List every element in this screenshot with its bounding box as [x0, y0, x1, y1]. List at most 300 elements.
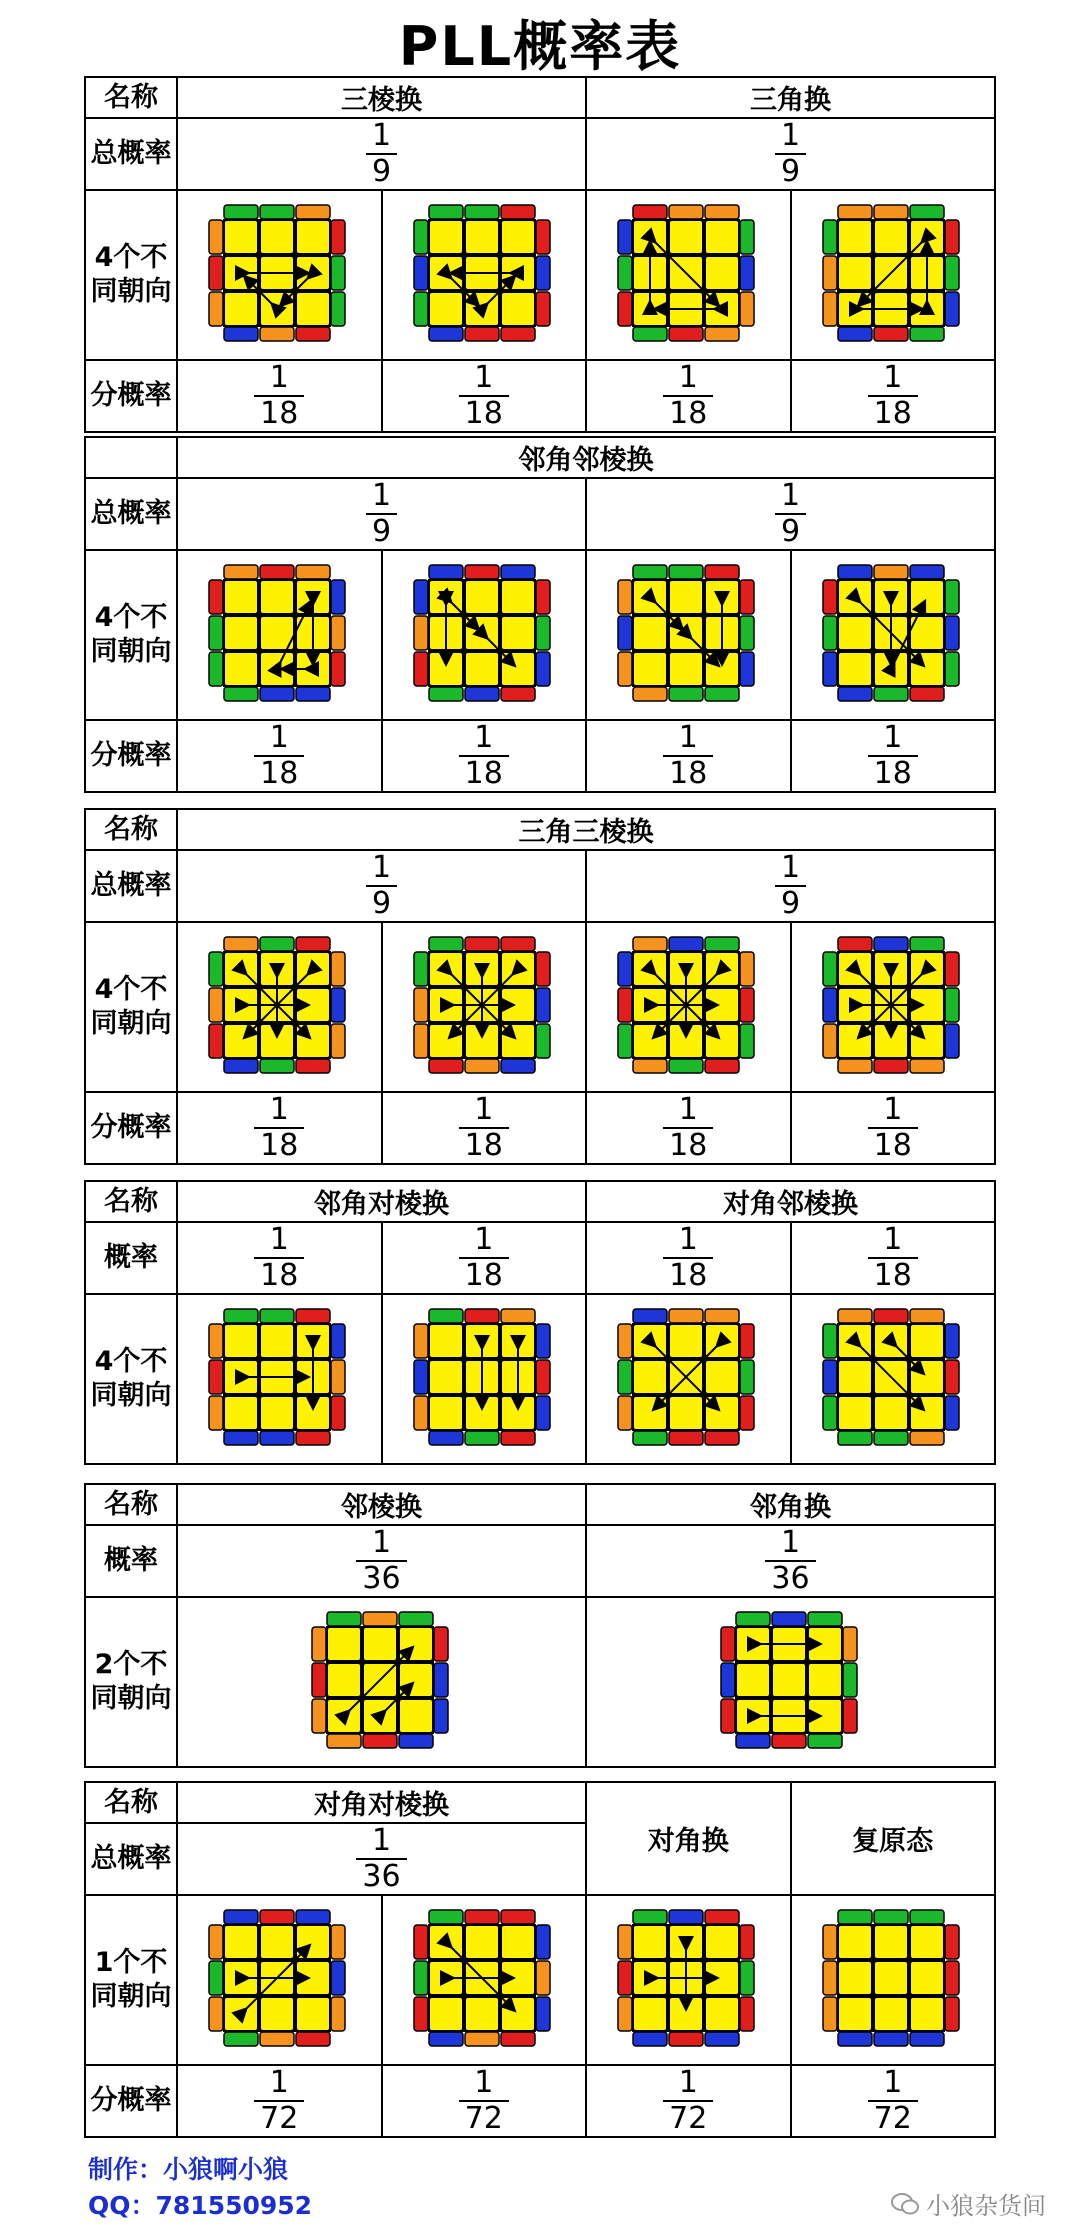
side-sticker	[501, 937, 535, 951]
top-sticker	[706, 1361, 738, 1393]
side-sticker	[874, 1431, 908, 1445]
section-adj-corner-opp-edge	[84, 1180, 996, 1465]
side-sticker	[296, 937, 330, 951]
top-sticker	[670, 221, 702, 253]
side-sticker	[414, 1961, 428, 1995]
name-adj-corner-adj-edge: 邻角邻棱换	[177, 437, 995, 478]
side-sticker	[224, 2032, 258, 2046]
side-sticker	[296, 2032, 330, 2046]
total-prob: $\frac{1}{9}$	[586, 850, 995, 922]
side-sticker	[414, 952, 428, 986]
top-sticker	[670, 1397, 702, 1429]
side-sticker	[429, 937, 463, 951]
side-sticker	[260, 1309, 294, 1323]
side-sticker	[823, 1396, 837, 1430]
prob: $\frac{1}{18}$	[382, 1222, 587, 1294]
top-sticker	[328, 1628, 360, 1660]
cube-cell	[586, 550, 791, 720]
label-sub-prob: 分概率	[85, 720, 177, 792]
top-sticker	[225, 653, 257, 685]
cube-cell	[586, 190, 791, 360]
sub-prob: $\frac{1}{18}$	[586, 720, 791, 792]
prob: $\frac{1}{18}$	[177, 1222, 382, 1294]
side-sticker	[705, 327, 739, 341]
side-sticker	[633, 687, 667, 701]
cube-cell	[791, 922, 996, 1092]
side-sticker	[669, 1910, 703, 1924]
sub-prob: $\frac{1}{18}$	[177, 1092, 382, 1164]
prob: $\frac{1}{36}$	[586, 1525, 995, 1597]
side-sticker	[331, 652, 345, 686]
cube-cell	[382, 550, 587, 720]
label-orient: 2个不同朝向	[85, 1597, 177, 1767]
label-sub-prob: 分概率	[85, 360, 177, 432]
top-sticker	[328, 1664, 360, 1696]
sub-prob: $\frac{1}{18}$	[791, 720, 996, 792]
side-sticker	[910, 205, 944, 219]
side-sticker	[618, 1324, 632, 1358]
side-sticker	[536, 1360, 550, 1394]
side-sticker	[331, 1360, 345, 1394]
side-sticker	[843, 1663, 857, 1697]
cube-cell	[586, 1597, 995, 1767]
side-sticker	[209, 652, 223, 686]
cube-diagram	[199, 1299, 359, 1459]
side-sticker	[945, 952, 959, 986]
top-sticker	[430, 293, 462, 325]
side-sticker	[838, 1910, 872, 1924]
side-sticker	[331, 1997, 345, 2031]
side-sticker	[224, 1059, 258, 1073]
top-sticker	[875, 1962, 907, 1994]
side-sticker	[501, 2032, 535, 2046]
side-sticker	[209, 1925, 223, 1959]
side-sticker	[260, 2032, 294, 2046]
side-sticker	[740, 1925, 754, 1959]
side-sticker	[705, 205, 739, 219]
label-total-prob: 总概率	[85, 118, 177, 190]
cube-cell	[177, 922, 382, 1092]
top-sticker	[502, 221, 534, 253]
side-sticker	[224, 1910, 258, 1924]
side-sticker	[209, 1396, 223, 1430]
side-sticker	[910, 1059, 944, 1073]
side-sticker	[260, 937, 294, 951]
side-sticker	[536, 988, 550, 1022]
label-sub-prob: 分概率	[85, 1092, 177, 1164]
label-total-prob: 总概率	[85, 1823, 177, 1895]
side-sticker	[465, 327, 499, 341]
top-sticker	[430, 1397, 462, 1429]
side-sticker	[312, 1699, 326, 1733]
side-sticker	[465, 1910, 499, 1924]
cube-cell	[177, 190, 382, 360]
name-corner-3cycle: 三角换	[586, 77, 995, 118]
side-sticker	[260, 327, 294, 341]
cube-cell	[382, 1294, 587, 1464]
side-sticker	[618, 1360, 632, 1394]
side-sticker	[224, 937, 258, 951]
label-name: 名称	[85, 809, 177, 850]
side-sticker	[331, 616, 345, 650]
side-sticker	[465, 687, 499, 701]
side-sticker	[740, 220, 754, 254]
side-sticker	[910, 1910, 944, 1924]
side-sticker	[414, 616, 428, 650]
side-sticker	[331, 580, 345, 614]
side-sticker	[536, 1925, 550, 1959]
top-sticker	[911, 617, 943, 649]
label-empty	[85, 437, 177, 478]
top-sticker	[839, 221, 871, 253]
side-sticker	[945, 1360, 959, 1394]
side-sticker	[501, 565, 535, 579]
side-sticker	[838, 205, 872, 219]
top-sticker	[297, 1998, 329, 2030]
sub-prob: $\frac{1}{72}$	[177, 2065, 382, 2137]
side-sticker	[823, 580, 837, 614]
cube-diagram	[608, 927, 768, 1087]
top-sticker	[430, 221, 462, 253]
top-sticker	[839, 1361, 871, 1393]
side-sticker	[945, 220, 959, 254]
side-sticker	[910, 1309, 944, 1323]
side-sticker	[633, 937, 667, 951]
side-sticker	[874, 2032, 908, 2046]
side-sticker	[296, 565, 330, 579]
side-sticker	[501, 1910, 535, 1924]
name-3corner-3edge: 三角三棱换	[177, 809, 995, 850]
side-sticker	[874, 565, 908, 579]
side-sticker	[429, 205, 463, 219]
side-sticker	[414, 1925, 428, 1959]
side-sticker	[669, 1059, 703, 1073]
section-adj-corner-adj-edge	[84, 436, 996, 793]
top-sticker	[634, 1998, 666, 2030]
label-name: 名称	[85, 77, 177, 118]
section-corner-edge-3cycle	[84, 76, 996, 433]
side-sticker	[618, 616, 632, 650]
top-sticker	[225, 293, 257, 325]
side-sticker	[740, 952, 754, 986]
side-sticker	[296, 1059, 330, 1073]
side-sticker	[209, 1024, 223, 1058]
cube-diagram	[813, 555, 973, 715]
side-sticker	[945, 1024, 959, 1058]
side-sticker	[209, 292, 223, 326]
side-sticker	[618, 988, 632, 1022]
side-sticker	[740, 1997, 754, 2031]
total-prob: $\frac{1}{9}$	[177, 850, 586, 922]
side-sticker	[260, 1059, 294, 1073]
side-sticker	[736, 1612, 770, 1626]
cube-diagram	[813, 195, 973, 355]
side-sticker	[823, 1997, 837, 2031]
side-sticker	[501, 687, 535, 701]
cube-diagram	[608, 555, 768, 715]
label-sub-prob: 分概率	[85, 2065, 177, 2137]
top-sticker	[430, 1361, 462, 1393]
cube-diagram	[199, 195, 359, 355]
side-sticker	[536, 952, 550, 986]
side-sticker	[224, 687, 258, 701]
side-sticker	[434, 1699, 448, 1733]
side-sticker	[669, 1309, 703, 1323]
side-sticker	[414, 292, 428, 326]
side-sticker	[740, 580, 754, 614]
label-prob: 概率	[85, 1525, 177, 1597]
side-sticker	[429, 565, 463, 579]
cube-cell	[382, 190, 587, 360]
top-sticker	[809, 1664, 841, 1696]
side-sticker	[838, 1309, 872, 1323]
side-sticker	[945, 1925, 959, 1959]
top-sticker	[466, 221, 498, 253]
side-sticker	[399, 1734, 433, 1748]
side-sticker	[414, 988, 428, 1022]
cube-diagram	[302, 1602, 462, 1762]
cube-diagram	[813, 927, 973, 1087]
side-sticker	[434, 1627, 448, 1661]
sub-prob: $\frac{1}{18}$	[586, 360, 791, 432]
side-sticker	[465, 937, 499, 951]
side-sticker	[669, 687, 703, 701]
side-sticker	[945, 988, 959, 1022]
side-sticker	[823, 652, 837, 686]
top-sticker	[875, 1998, 907, 2030]
side-sticker	[465, 1431, 499, 1445]
top-sticker	[839, 257, 871, 289]
side-sticker	[910, 2032, 944, 2046]
side-sticker	[705, 687, 739, 701]
side-sticker	[823, 1024, 837, 1058]
sub-prob: $\frac{1}{18}$	[791, 360, 996, 432]
side-sticker	[705, 1431, 739, 1445]
watermark-text: 小狼杂货间	[926, 2192, 1046, 2220]
side-sticker	[224, 1431, 258, 1445]
side-sticker	[618, 1396, 632, 1430]
side-sticker	[705, 1309, 739, 1323]
top-sticker	[261, 581, 293, 613]
side-sticker	[331, 1324, 345, 1358]
label-total-prob: 总概率	[85, 850, 177, 922]
top-sticker	[839, 653, 871, 685]
name-opp-corner-swap: 对角换	[586, 1782, 791, 1895]
cube-diagram	[404, 195, 564, 355]
side-sticker	[669, 1431, 703, 1445]
side-sticker	[465, 1309, 499, 1323]
side-sticker	[414, 1997, 428, 2031]
name-adj-corner-opp-edge: 邻角对棱换	[177, 1181, 586, 1222]
side-sticker	[465, 1059, 499, 1073]
side-sticker	[434, 1663, 448, 1697]
top-sticker	[634, 1926, 666, 1958]
top-sticker	[502, 293, 534, 325]
side-sticker	[838, 1431, 872, 1445]
cube-cell	[791, 1895, 996, 2065]
side-sticker	[618, 292, 632, 326]
side-sticker	[296, 327, 330, 341]
sub-prob: $\frac{1}{18}$	[382, 1092, 587, 1164]
prob: $\frac{1}{36}$	[177, 1525, 586, 1597]
cube-cell	[177, 1597, 586, 1767]
side-sticker	[618, 1997, 632, 2031]
side-sticker	[633, 1431, 667, 1445]
name-solved: 复原态	[791, 1782, 996, 1895]
side-sticker	[823, 1961, 837, 1995]
side-sticker	[633, 1309, 667, 1323]
side-sticker	[224, 205, 258, 219]
side-sticker	[501, 1059, 535, 1073]
sub-prob: $\frac{1}{18}$	[791, 1092, 996, 1164]
name-adj-corner-swap: 邻角换	[586, 1484, 995, 1525]
top-sticker	[225, 617, 257, 649]
side-sticker	[838, 1059, 872, 1073]
side-sticker	[260, 1910, 294, 1924]
side-sticker	[536, 256, 550, 290]
side-sticker	[705, 1059, 739, 1073]
side-sticker	[874, 687, 908, 701]
side-sticker	[823, 256, 837, 290]
cube-diagram	[608, 1900, 768, 2060]
cube-cell	[586, 1895, 791, 2065]
cube-diagram	[813, 1299, 973, 1459]
side-sticker	[209, 952, 223, 986]
side-sticker	[331, 1925, 345, 1959]
total-prob: $\frac{1}{9}$	[177, 478, 586, 550]
side-sticker	[838, 687, 872, 701]
cube-cell	[177, 1294, 382, 1464]
top-sticker	[225, 1325, 257, 1357]
side-sticker	[224, 565, 258, 579]
side-sticker	[633, 1910, 667, 1924]
side-sticker	[536, 1024, 550, 1058]
side-sticker	[772, 1612, 806, 1626]
side-sticker	[910, 937, 944, 951]
side-sticker	[429, 327, 463, 341]
side-sticker	[399, 1612, 433, 1626]
side-sticker	[465, 2032, 499, 2046]
side-sticker	[224, 1309, 258, 1323]
cube-diagram	[608, 195, 768, 355]
side-sticker	[823, 616, 837, 650]
prob: $\frac{1}{18}$	[586, 1222, 791, 1294]
side-sticker	[331, 292, 345, 326]
name-adj-edge-swap: 邻棱换	[177, 1484, 586, 1525]
side-sticker	[823, 292, 837, 326]
side-sticker	[414, 580, 428, 614]
top-sticker	[839, 1998, 871, 2030]
cube-diagram	[711, 1602, 871, 1762]
side-sticker	[465, 205, 499, 219]
side-sticker	[823, 220, 837, 254]
side-sticker	[327, 1612, 361, 1626]
side-sticker	[740, 988, 754, 1022]
side-sticker	[312, 1627, 326, 1661]
side-sticker	[618, 652, 632, 686]
side-sticker	[945, 292, 959, 326]
side-sticker	[296, 1431, 330, 1445]
side-sticker	[618, 256, 632, 290]
cube-cell	[382, 1895, 587, 2065]
side-sticker	[209, 1360, 223, 1394]
side-sticker	[945, 580, 959, 614]
top-sticker	[430, 1325, 462, 1357]
top-sticker	[634, 1361, 666, 1393]
side-sticker	[736, 1734, 770, 1748]
side-sticker	[209, 1961, 223, 1995]
name-opp-corner-opp-edge: 对角对棱换	[177, 1782, 586, 1823]
side-sticker	[209, 220, 223, 254]
top-sticker	[466, 653, 498, 685]
side-sticker	[740, 1324, 754, 1358]
top-sticker	[297, 293, 329, 325]
side-sticker	[823, 952, 837, 986]
top-sticker	[297, 221, 329, 253]
top-sticker	[261, 1325, 293, 1357]
side-sticker	[260, 1431, 294, 1445]
side-sticker	[429, 2032, 463, 2046]
side-sticker	[312, 1663, 326, 1697]
side-sticker	[296, 205, 330, 219]
sub-prob: $\frac{1}{72}$	[586, 2065, 791, 2137]
cube-diagram	[199, 927, 359, 1087]
top-sticker	[911, 1926, 943, 1958]
top-sticker	[773, 1664, 805, 1696]
label-name: 名称	[85, 1484, 177, 1525]
top-sticker	[839, 1926, 871, 1958]
side-sticker	[843, 1627, 857, 1661]
section-opp-swap	[84, 1781, 996, 2138]
side-sticker	[669, 565, 703, 579]
side-sticker	[669, 205, 703, 219]
top-sticker	[706, 1926, 738, 1958]
side-sticker	[874, 1309, 908, 1323]
side-sticker	[740, 1961, 754, 1995]
side-sticker	[331, 1396, 345, 1430]
sub-prob: $\frac{1}{72}$	[791, 2065, 996, 2137]
top-sticker	[225, 1926, 257, 1958]
top-sticker	[261, 1926, 293, 1958]
side-sticker	[808, 1612, 842, 1626]
label-orient: 1个不同朝向	[85, 1895, 177, 2065]
side-sticker	[501, 1309, 535, 1323]
top-sticker	[670, 653, 702, 685]
top-sticker	[261, 221, 293, 253]
side-sticker	[429, 1910, 463, 1924]
top-sticker	[261, 1397, 293, 1429]
side-sticker	[429, 1431, 463, 1445]
top-sticker	[875, 221, 907, 253]
top-sticker	[911, 1998, 943, 2030]
cube-cell	[586, 922, 791, 1092]
cube-diagram	[199, 1900, 359, 2060]
sub-prob: $\frac{1}{18}$	[177, 720, 382, 792]
side-sticker	[429, 1059, 463, 1073]
side-sticker	[363, 1612, 397, 1626]
side-sticker	[823, 1925, 837, 1959]
side-sticker	[633, 327, 667, 341]
side-sticker	[910, 687, 944, 701]
cube-diagram	[404, 1299, 564, 1459]
side-sticker	[363, 1734, 397, 1748]
top-sticker	[261, 1998, 293, 2030]
side-sticker	[536, 580, 550, 614]
sub-prob: $\frac{1}{18}$	[382, 720, 587, 792]
side-sticker	[296, 687, 330, 701]
side-sticker	[414, 652, 428, 686]
side-sticker	[705, 2032, 739, 2046]
